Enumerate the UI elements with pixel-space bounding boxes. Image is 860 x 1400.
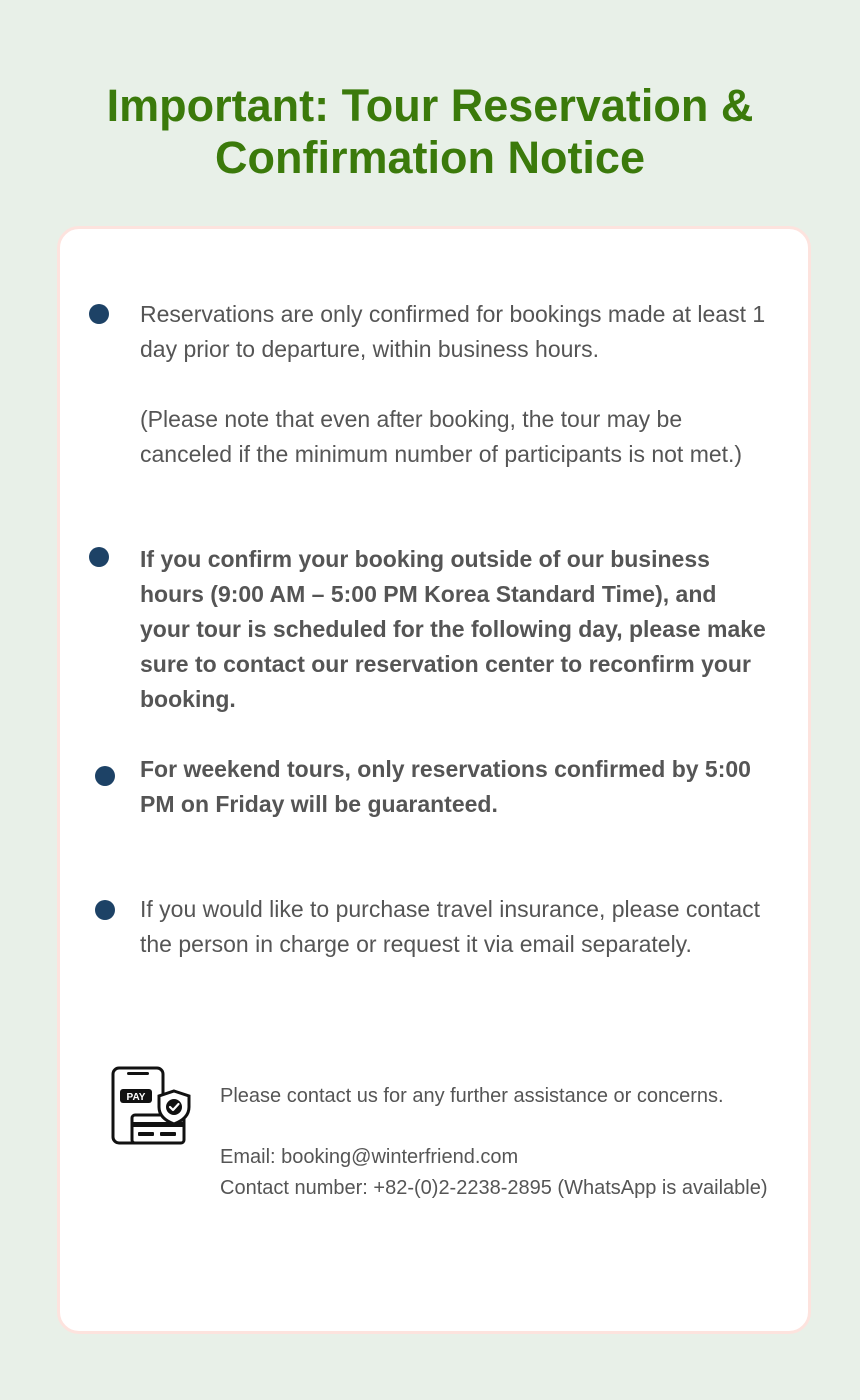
contact-email: Email: booking@winterfriend.com bbox=[220, 1146, 519, 1168]
bullet-icon bbox=[95, 766, 115, 786]
mobile-payment-icon bbox=[110, 1065, 192, 1151]
notice-text: If you would like to purchase travel insurance, please contact the person in charge or request it via email separately. bbox=[140, 896, 761, 957]
title-line-2: Confirmation Notice bbox=[214, 132, 645, 183]
contact-intro: Please contact us for any further assistance or concerns. bbox=[220, 1085, 724, 1107]
svg-text:PAY: PAY bbox=[126, 1092, 146, 1103]
notice-text bbox=[140, 297, 772, 472]
bullet-icon bbox=[89, 304, 109, 324]
notice-paragraph: (Please note that even after booking, the tour may be canceled if the minimum number of participants is not met.) bbox=[140, 406, 743, 467]
bullet-icon bbox=[95, 900, 115, 920]
contact-phone: Contact number: +82-(0)2-2238-2895 (WhatsApp is available) bbox=[220, 1177, 768, 1199]
notice-paragraph: Reservations are only confirmed for bookings made at least 1 day prior to departure, within business hours. bbox=[140, 301, 766, 362]
title-line-1: Important: Tour Reservation & bbox=[106, 80, 754, 131]
page-title bbox=[0, 80, 860, 184]
contact-info bbox=[220, 1081, 780, 1204]
bullet-icon bbox=[89, 547, 109, 567]
notice-text: If you confirm your booking outside of our business hours (9:00 AM – 5:00 PM Korea Standard Time), and your tour is scheduled for the following day, please make sure to contact our reservation center to reconfirm your booking. bbox=[140, 546, 766, 712]
notice-card bbox=[57, 226, 811, 1334]
notice-text: For weekend tours, only reservations confirmed by 5:00 PM on Friday will be guaranteed. bbox=[140, 756, 751, 817]
